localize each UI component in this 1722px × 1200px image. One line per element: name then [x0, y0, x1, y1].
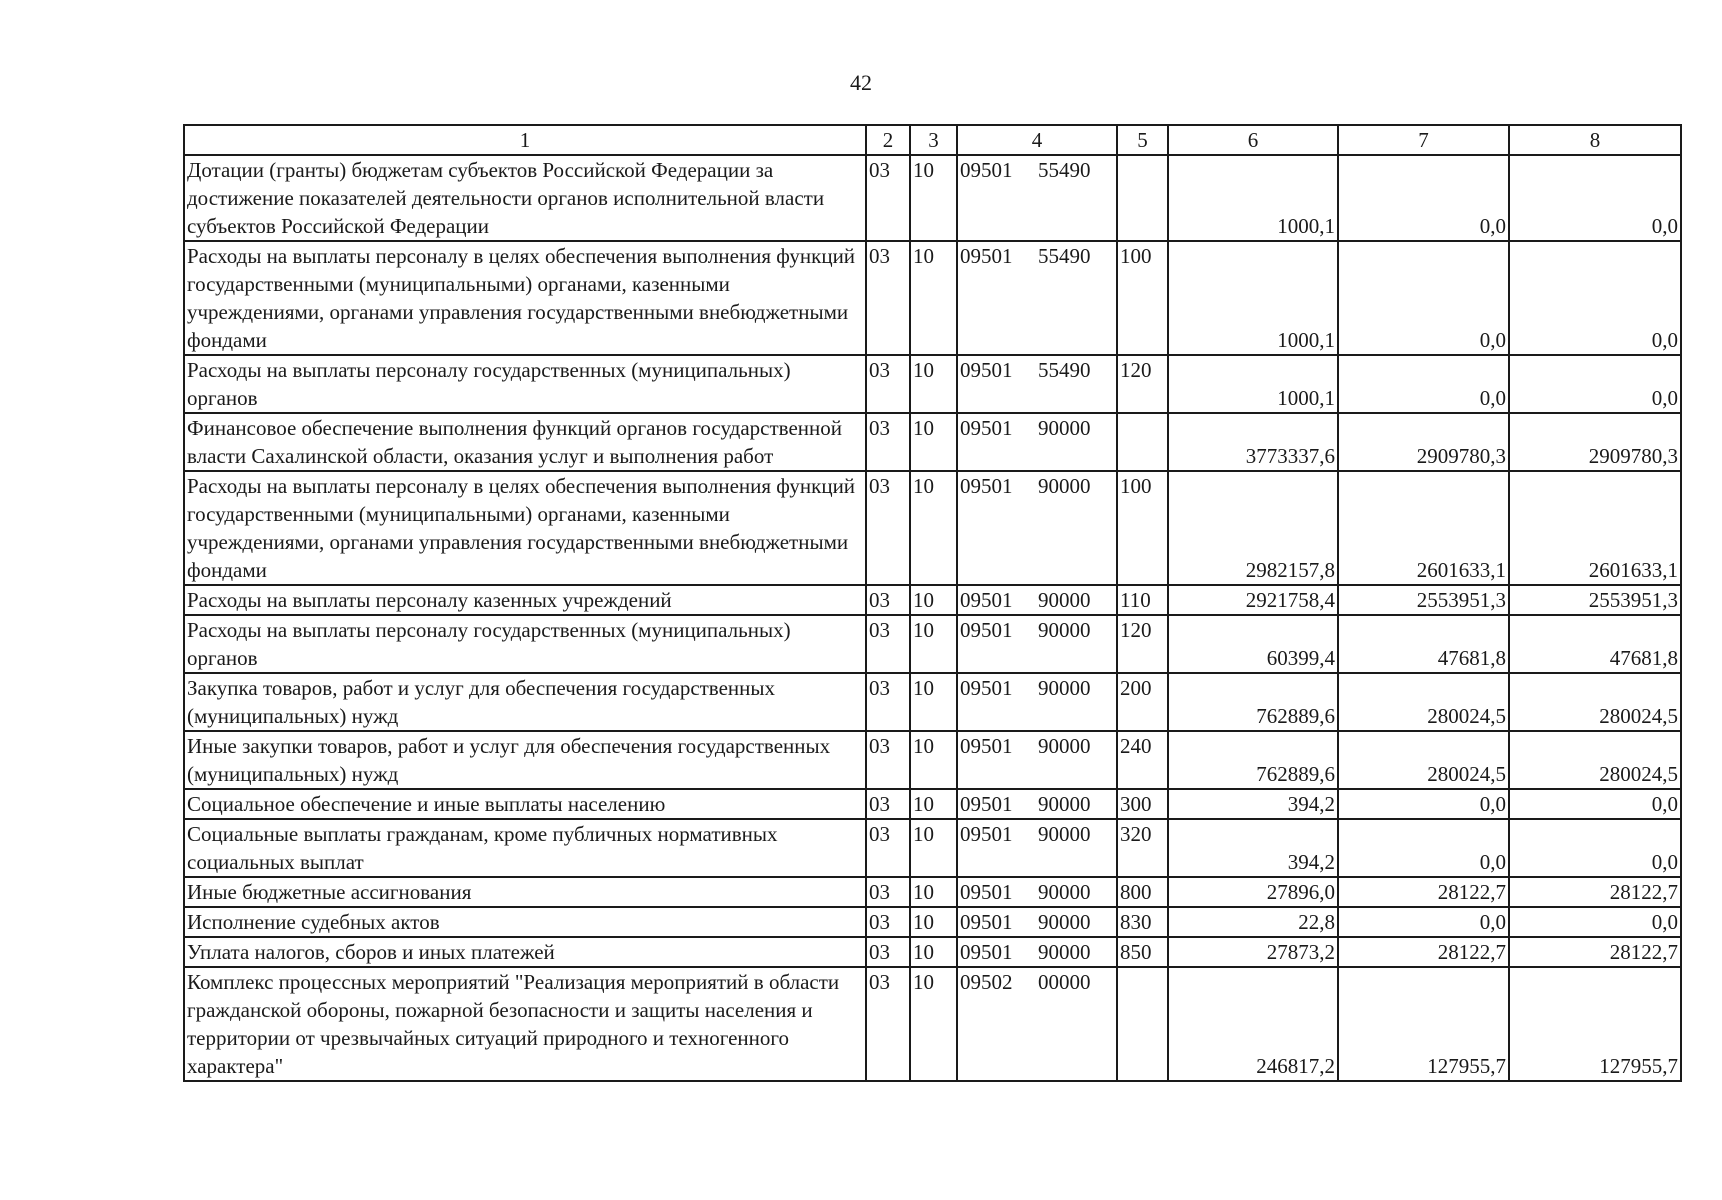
expense-type-code: 850 — [1117, 937, 1168, 967]
table-row — [184, 673, 1681, 731]
target-article-code — [957, 413, 1117, 471]
amount-col8: 127955,7 — [1509, 967, 1681, 1081]
column-header: 7 — [1338, 125, 1509, 155]
direction-code: 90000 — [1038, 676, 1091, 700]
row-name: Расходы на выплаты персоналу государственных (муниципальных) органов — [184, 355, 866, 413]
amount-col7: 127955,7 — [1338, 967, 1509, 1081]
amount-col6: 60399,4 — [1168, 615, 1338, 673]
program-code: 09502 — [960, 970, 1013, 994]
expense-type-code — [1117, 155, 1168, 241]
direction-code: 90000 — [1038, 910, 1091, 934]
program-code: 09501 — [960, 416, 1013, 440]
amount-col8: 0,0 — [1509, 819, 1681, 877]
row-name: Закупка товаров, работ и услуг для обеспечения государственных (муниципальных) нужд — [184, 673, 866, 731]
direction-code: 90000 — [1038, 940, 1091, 964]
table-row — [184, 877, 1681, 907]
subsection-code: 10 — [910, 819, 957, 877]
target-article-code — [957, 937, 1117, 967]
subsection-code: 10 — [910, 789, 957, 819]
table-row — [184, 585, 1681, 615]
amount-col7: 0,0 — [1338, 155, 1509, 241]
expense-type-code: 100 — [1117, 471, 1168, 585]
section-code: 03 — [866, 585, 910, 615]
subsection-code: 10 — [910, 471, 957, 585]
program-code: 09501 — [960, 940, 1013, 964]
row-name: Комплекс процессных мероприятий "Реализация мероприятий в области гражданской обороны, пожарной безопасности и защиты населения и территории от чрезвычайных ситуаций природного и техногенного характера" — [184, 967, 866, 1081]
subsection-code: 10 — [910, 731, 957, 789]
section-code: 03 — [866, 937, 910, 967]
subsection-code: 10 — [910, 907, 957, 937]
direction-code: 90000 — [1038, 734, 1091, 758]
amount-col7: 0,0 — [1338, 241, 1509, 355]
expense-type-code: 120 — [1117, 615, 1168, 673]
subsection-code: 10 — [910, 241, 957, 355]
expense-type-code: 300 — [1117, 789, 1168, 819]
amount-col6: 762889,6 — [1168, 731, 1338, 789]
direction-code: 55490 — [1038, 244, 1091, 268]
section-code: 03 — [866, 355, 910, 413]
row-name: Иные бюджетные ассигнования — [184, 877, 866, 907]
amount-col7: 2909780,3 — [1338, 413, 1509, 471]
program-code: 09501 — [960, 792, 1013, 816]
amount-col6: 27873,2 — [1168, 937, 1338, 967]
section-code: 03 — [866, 471, 910, 585]
amount-col7: 28122,7 — [1338, 877, 1509, 907]
subsection-code: 10 — [910, 355, 957, 413]
amount-col7: 280024,5 — [1338, 673, 1509, 731]
section-code: 03 — [866, 967, 910, 1081]
amount-col8: 0,0 — [1509, 155, 1681, 241]
amount-col8: 0,0 — [1509, 907, 1681, 937]
subsection-code: 10 — [910, 937, 957, 967]
column-header: 6 — [1168, 125, 1338, 155]
subsection-code: 10 — [910, 155, 957, 241]
table-row — [184, 155, 1681, 241]
amount-col7: 0,0 — [1338, 819, 1509, 877]
amount-col8: 0,0 — [1509, 789, 1681, 819]
program-code: 09501 — [960, 618, 1013, 642]
table-row — [184, 355, 1681, 413]
row-name: Дотации (гранты) бюджетам субъектов Российской Федерации за достижение показателей деятельности органов исполнительной власти субъектов Российской Федерации — [184, 155, 866, 241]
direction-code: 90000 — [1038, 880, 1091, 904]
amount-col7: 2601633,1 — [1338, 471, 1509, 585]
amount-col8: 2553951,3 — [1509, 585, 1681, 615]
target-article-code — [957, 585, 1117, 615]
expense-type-code — [1117, 967, 1168, 1081]
expense-type-code: 800 — [1117, 877, 1168, 907]
amount-col8: 2909780,3 — [1509, 413, 1681, 471]
section-code: 03 — [866, 819, 910, 877]
section-code: 03 — [866, 615, 910, 673]
program-code: 09501 — [960, 676, 1013, 700]
target-article-code — [957, 673, 1117, 731]
amount-col7: 0,0 — [1338, 355, 1509, 413]
target-article-code — [957, 615, 1117, 673]
amount-col8: 280024,5 — [1509, 673, 1681, 731]
table-row — [184, 907, 1681, 937]
amount-col8: 28122,7 — [1509, 937, 1681, 967]
expense-type-code — [1117, 413, 1168, 471]
section-code: 03 — [866, 789, 910, 819]
row-name: Финансовое обеспечение выполнения функций органов государственной власти Сахалинской области, оказания услуг и выполнения работ — [184, 413, 866, 471]
subsection-code: 10 — [910, 585, 957, 615]
amount-col7: 47681,8 — [1338, 615, 1509, 673]
column-header: 2 — [866, 125, 910, 155]
target-article-code — [957, 471, 1117, 585]
table-row — [184, 967, 1681, 1081]
program-code: 09501 — [960, 822, 1013, 846]
subsection-code: 10 — [910, 615, 957, 673]
amount-col6: 1000,1 — [1168, 355, 1338, 413]
amount-col6: 762889,6 — [1168, 673, 1338, 731]
amount-col6: 1000,1 — [1168, 241, 1338, 355]
table-row — [184, 789, 1681, 819]
column-header: 4 — [957, 125, 1117, 155]
amount-col8: 0,0 — [1509, 241, 1681, 355]
program-code: 09501 — [960, 358, 1013, 382]
section-code: 03 — [866, 413, 910, 471]
target-article-code — [957, 907, 1117, 937]
table-row — [184, 241, 1681, 355]
direction-code: 90000 — [1038, 474, 1091, 498]
target-article-code — [957, 155, 1117, 241]
table-row — [184, 471, 1681, 585]
expense-type-code: 320 — [1117, 819, 1168, 877]
target-article-code — [957, 877, 1117, 907]
amount-col7: 2553951,3 — [1338, 585, 1509, 615]
column-header: 1 — [184, 125, 866, 155]
subsection-code: 10 — [910, 967, 957, 1081]
program-code: 09501 — [960, 880, 1013, 904]
amount-col6: 22,8 — [1168, 907, 1338, 937]
section-code: 03 — [866, 241, 910, 355]
column-header: 8 — [1509, 125, 1681, 155]
amount-col6: 3773337,6 — [1168, 413, 1338, 471]
direction-code: 90000 — [1038, 416, 1091, 440]
subsection-code: 10 — [910, 673, 957, 731]
target-article-code — [957, 731, 1117, 789]
direction-code: 55490 — [1038, 158, 1091, 182]
amount-col8: 280024,5 — [1509, 731, 1681, 789]
direction-code: 00000 — [1038, 970, 1091, 994]
row-name: Иные закупки товаров, работ и услуг для обеспечения государственных (муниципальных) нужд — [184, 731, 866, 789]
row-name: Уплата налогов, сборов и иных платежей — [184, 937, 866, 967]
program-code: 09501 — [960, 244, 1013, 268]
direction-code: 90000 — [1038, 588, 1091, 612]
table-row — [184, 731, 1681, 789]
amount-col6: 1000,1 — [1168, 155, 1338, 241]
subsection-code: 10 — [910, 413, 957, 471]
amount-col8: 0,0 — [1509, 355, 1681, 413]
section-code: 03 — [866, 731, 910, 789]
amount-col6: 394,2 — [1168, 819, 1338, 877]
table-row — [184, 615, 1681, 673]
direction-code: 55490 — [1038, 358, 1091, 382]
amount-col8: 47681,8 — [1509, 615, 1681, 673]
column-header: 3 — [910, 125, 957, 155]
direction-code: 90000 — [1038, 618, 1091, 642]
section-code: 03 — [866, 907, 910, 937]
program-code: 09501 — [960, 474, 1013, 498]
target-article-code — [957, 789, 1117, 819]
expense-type-code: 240 — [1117, 731, 1168, 789]
section-code: 03 — [866, 155, 910, 241]
program-code: 09501 — [960, 588, 1013, 612]
amount-col8: 28122,7 — [1509, 877, 1681, 907]
table-row — [184, 937, 1681, 967]
direction-code: 90000 — [1038, 822, 1091, 846]
section-code: 03 — [866, 877, 910, 907]
amount-col6: 2982157,8 — [1168, 471, 1338, 585]
budget-table — [183, 124, 1682, 1082]
amount-col7: 0,0 — [1338, 789, 1509, 819]
table-row — [184, 413, 1681, 471]
amount-col6: 394,2 — [1168, 789, 1338, 819]
amount-col7: 280024,5 — [1338, 731, 1509, 789]
target-article-code — [957, 241, 1117, 355]
expense-type-code: 200 — [1117, 673, 1168, 731]
amount-col6: 246817,2 — [1168, 967, 1338, 1081]
section-code: 03 — [866, 673, 910, 731]
program-code: 09501 — [960, 910, 1013, 934]
expense-type-code: 100 — [1117, 241, 1168, 355]
row-name: Расходы на выплаты персоналу в целях обеспечения выполнения функций государственными (муниципальными) органами, казенными учреждениями, органами управления государственными внебюджетными фондами — [184, 471, 866, 585]
amount-col6: 27896,0 — [1168, 877, 1338, 907]
row-name: Расходы на выплаты персоналу в целях обеспечения выполнения функций государственными (муниципальными) органами, казенными учреждениями, органами управления государственными внебюджетными фондами — [184, 241, 866, 355]
subsection-code: 10 — [910, 877, 957, 907]
row-name: Социальное обеспечение и иные выплаты населению — [184, 789, 866, 819]
program-code: 09501 — [960, 734, 1013, 758]
expense-type-code: 830 — [1117, 907, 1168, 937]
target-article-code — [957, 967, 1117, 1081]
target-article-code — [957, 355, 1117, 413]
row-name: Социальные выплаты гражданам, кроме публичных нормативных социальных выплат — [184, 819, 866, 877]
amount-col8: 2601633,1 — [1509, 471, 1681, 585]
amount-col6: 2921758,4 — [1168, 585, 1338, 615]
target-article-code — [957, 819, 1117, 877]
row-name: Расходы на выплаты персоналу государственных (муниципальных) органов — [184, 615, 866, 673]
table-row — [184, 819, 1681, 877]
amount-col7: 0,0 — [1338, 907, 1509, 937]
row-name: Расходы на выплаты персоналу казенных учреждений — [184, 585, 866, 615]
amount-col7: 28122,7 — [1338, 937, 1509, 967]
row-name: Исполнение судебных актов — [184, 907, 866, 937]
table-header-row — [184, 125, 1681, 155]
program-code: 09501 — [960, 158, 1013, 182]
expense-type-code: 120 — [1117, 355, 1168, 413]
expense-type-code: 110 — [1117, 585, 1168, 615]
direction-code: 90000 — [1038, 792, 1091, 816]
page-number: 42 — [850, 70, 872, 95]
column-header: 5 — [1117, 125, 1168, 155]
